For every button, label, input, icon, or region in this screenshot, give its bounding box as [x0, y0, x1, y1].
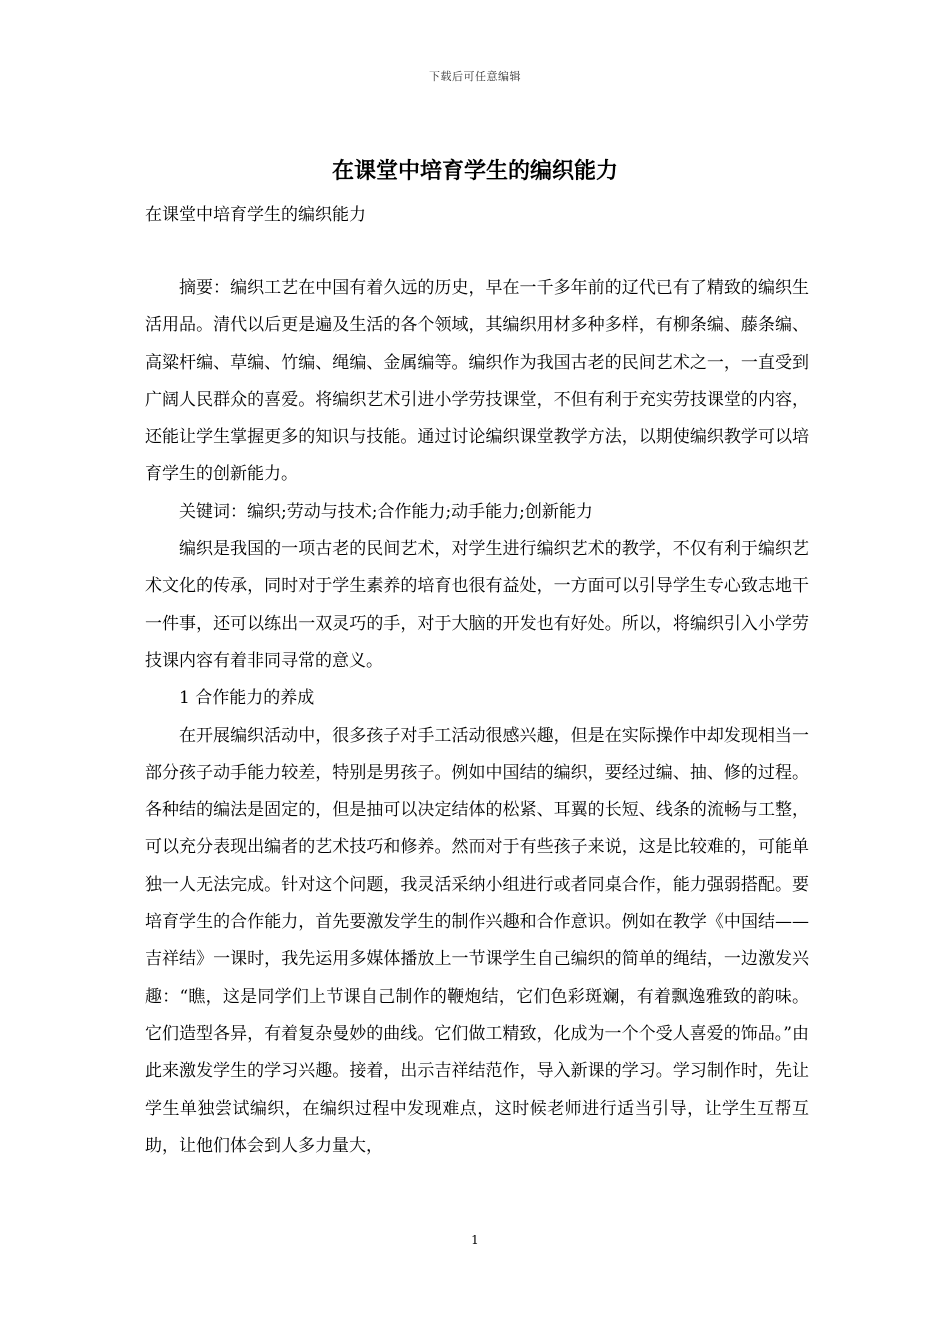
document-body: [145, 270, 809, 1165]
section-paragraph: 在开展编织活动中，很多孩子对手工活动很感兴趣，但是在实际操作中却发现相当一部分孩子动手能力较差，特别是男孩子。例如中国结的编织，要经过编、抽、修的过程。各种结的编法是固定的，但是抽可以决定结体的松紧、耳翼的长短、线条的流畅与工整，可以充分表现出编者的艺术技巧和修养。然而对于有些孩子来说，这是比较难的，可能单独一人无法完成。针对这个问题，我灵活采纳小组进行或者同桌合作，能力强弱搭配。要培育学生的合作能力，首先要激发学生的制作兴趣和合作意识。例如在教学《中国结——吉祥结》一课时，我先运用多媒体播放上一节课学生自己编织的简单的绳结，一边激发兴趣：“瞧，这是同学们上节课自己制作的鞭炮结，它们色彩斑斓，有着飘逸雅致的韵味。它们造型各异，有着复杂曼妙的曲线。它们做工精致，化成为一个个受人喜爱的饰品。”由此来激发学生的学习兴趣。接着，出示吉祥结范作，导入新课的学习。学习制作时，先让学生单独尝试编织，在编织过程中发现难点，这时候老师进行适当引导，让学生互帮互助，让他们体会到人多力量大，: [145, 725, 809, 1156]
section-heading: 1 合作能力的养成: [179, 688, 315, 709]
abstract-paragraph: 摘要：编织工艺在中国有着久远的历史，早在一千多年前的辽代已有了精致的编织生活用品。清代以后更是遍及生活的各个领域，其编织用材多种多样，有柳条编、藤条编、高粱杆编、草编、竹编、绳编、金属编等。编织作为我国古老的民间艺术之一，一直受到广阔人民群众的喜爱。将编织艺术引进小学劳技课堂，不但有利于充实劳技课堂的内容，还能让学生掌握更多的知识与技能。通过讨论编织课堂教学方法，以期使编织教学可以培育学生的创新能力。: [145, 278, 809, 485]
page-number: 1: [471, 1233, 479, 1247]
intro-paragraph: 编织是我国的一项古老的民间艺术，对学生进行编织艺术的教学，不仅有利于编织艺术文化的传承，同时对于学生素养的培育也很有益处，一方面可以引导学生专心致志地干一件事，还可以练出一双灵巧的手，对于大脑的开发也有好处。所以，将编织引入小学劳技课内容有着非同寻常的意义。: [145, 539, 809, 671]
document-subtitle: 在课堂中培育学生的编织能力: [145, 205, 366, 225]
document-title: 在课堂中培育学生的编织能力: [331, 158, 618, 184]
header-note: 下载后可任意编辑: [429, 70, 521, 83]
keywords-paragraph: 关键词：编织;劳动与技术;合作能力;动手能力;创新能力: [179, 501, 593, 522]
